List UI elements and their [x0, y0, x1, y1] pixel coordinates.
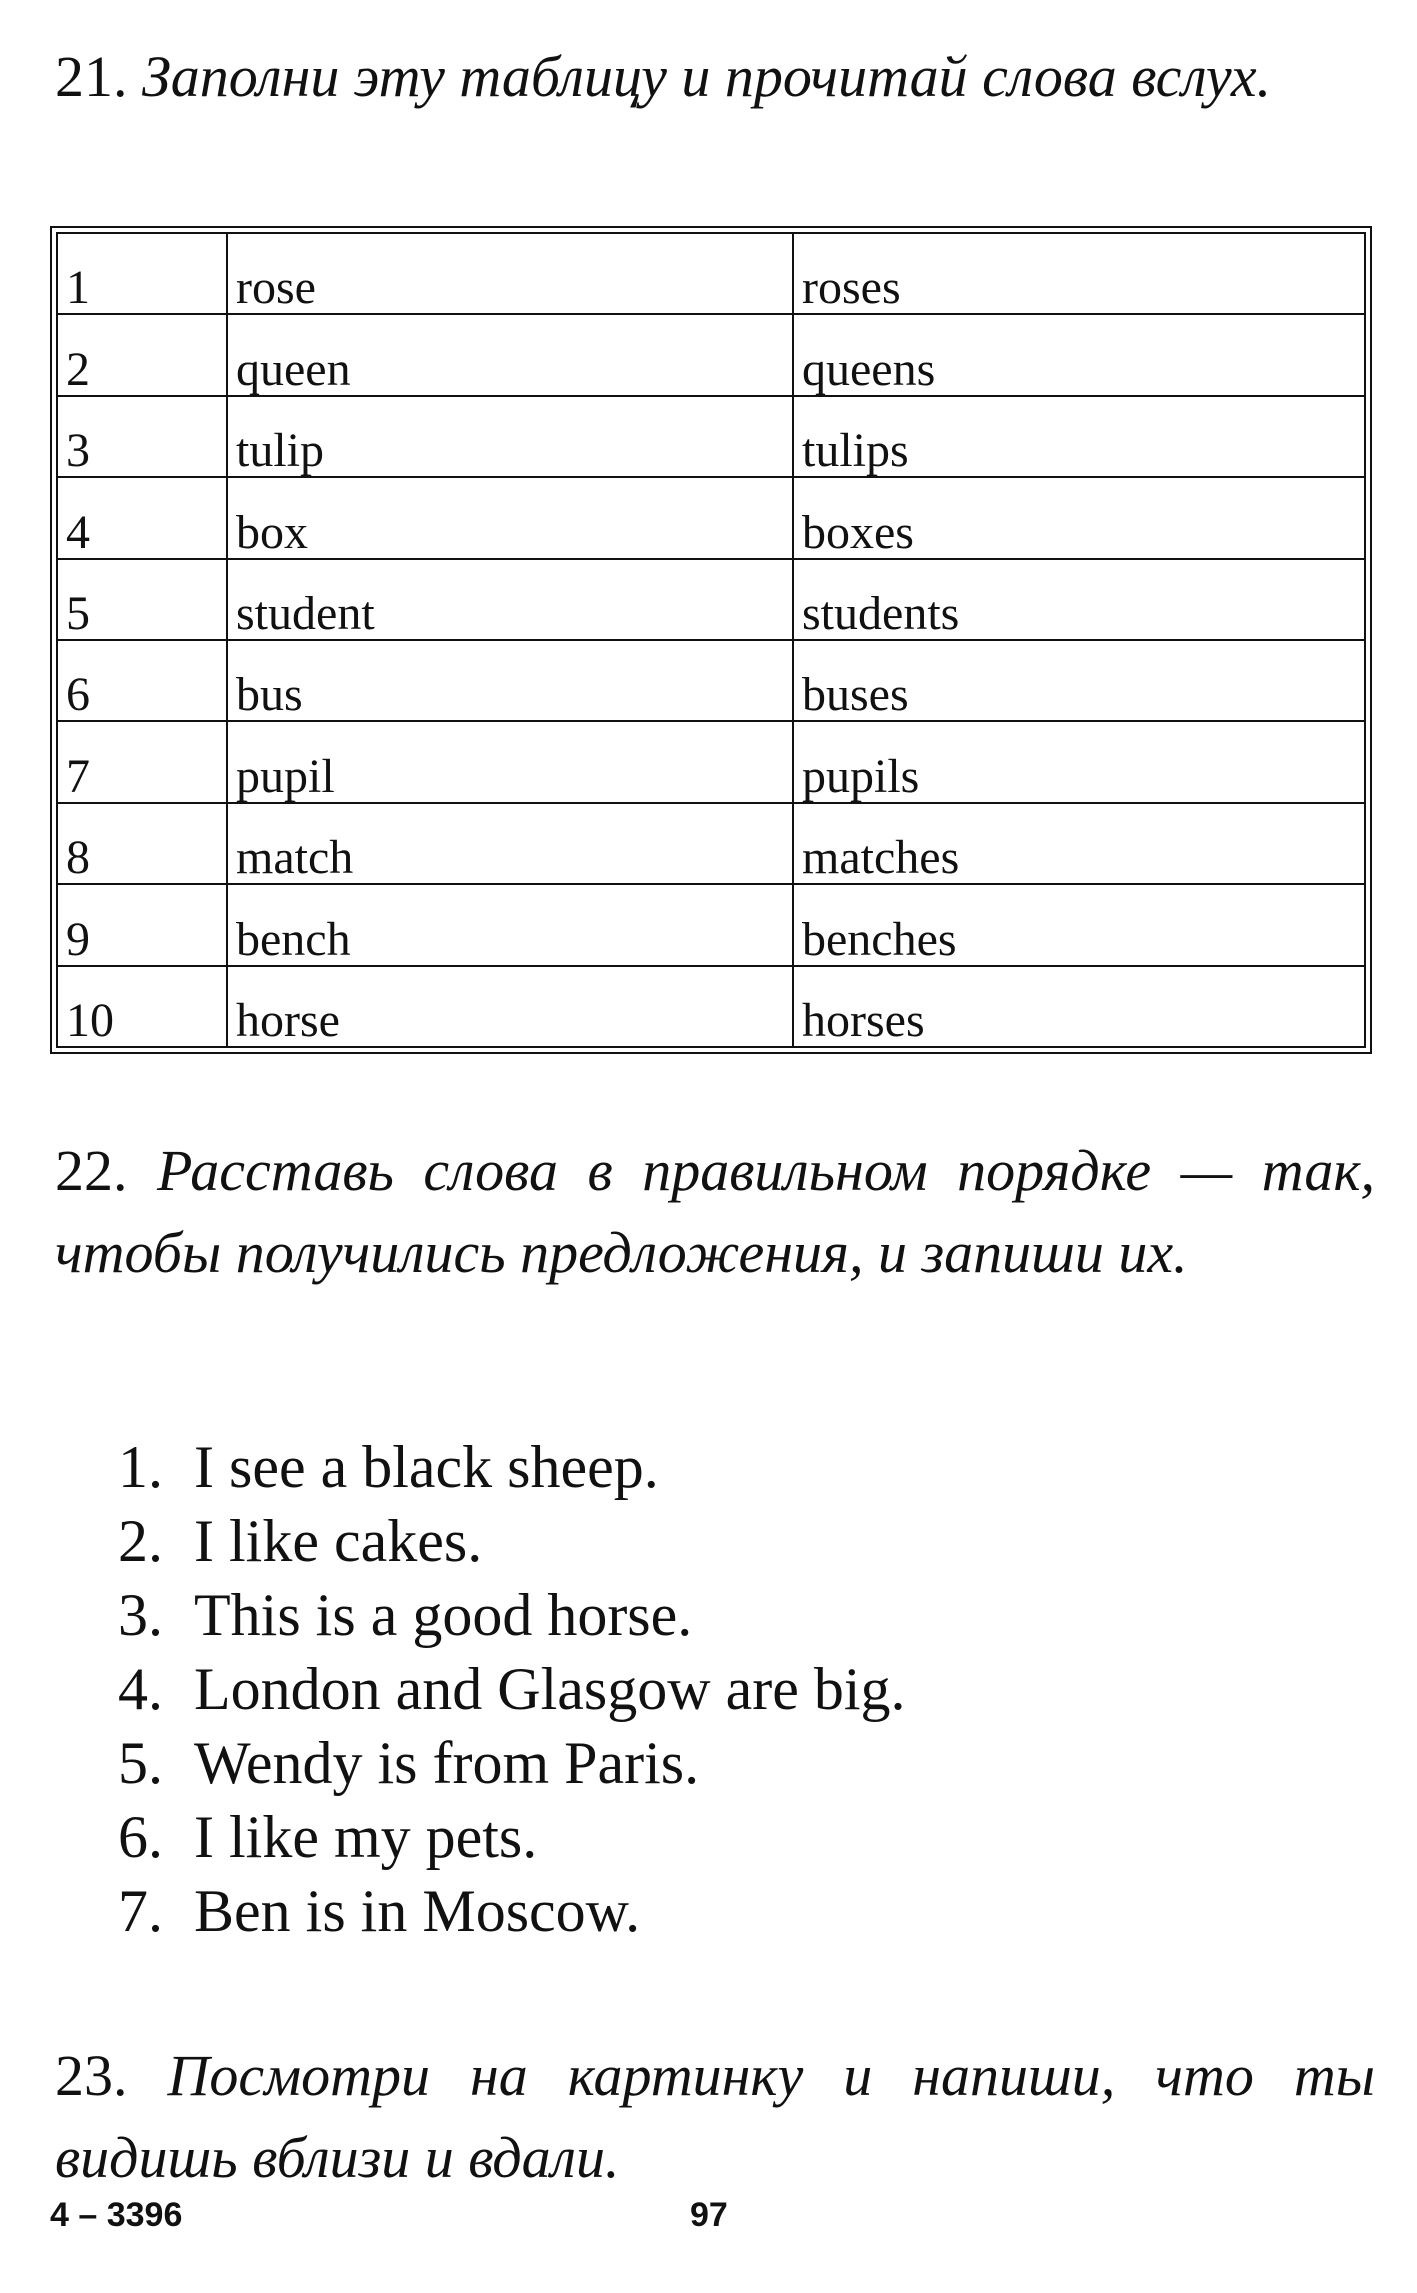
table-row: [57, 314, 1365, 395]
row-number: 9: [57, 884, 227, 965]
row-number: 4: [57, 477, 227, 558]
task-23-heading: [55, 2035, 1375, 2199]
task-21-instruction: Заполни эту таблицу и прочитай слова вслух.: [142, 44, 1272, 109]
singular-word: match: [227, 803, 793, 884]
table-row: [57, 884, 1365, 965]
sentence-text: I like my pets.: [194, 1804, 538, 1870]
sentence-list: [118, 1430, 906, 1948]
table-row: [57, 803, 1365, 884]
plural-word: horses: [793, 966, 1365, 1047]
plural-word: boxes: [793, 477, 1365, 558]
table-row: [57, 721, 1365, 802]
task-21-number: 21.: [55, 44, 128, 109]
sentence-number: 1.: [118, 1434, 163, 1500]
sentence-number: 4.: [118, 1656, 163, 1722]
singular-word: tulip: [227, 396, 793, 477]
plural-word: buses: [793, 640, 1365, 721]
singular-word: box: [227, 477, 793, 558]
sentence-number: 2.: [118, 1508, 163, 1574]
singular-word: pupil: [227, 721, 793, 802]
page-number: 97: [690, 2196, 728, 2234]
plural-word: matches: [793, 803, 1365, 884]
footer-print-code: 4 – 3396: [50, 2196, 183, 2234]
plural-word: roses: [793, 233, 1365, 314]
plural-word: queens: [793, 314, 1365, 395]
table-row: [57, 396, 1365, 477]
row-number: 1: [57, 233, 227, 314]
task-21-heading: [55, 36, 1375, 118]
task-23-instruction: Посмотри на картинку и напиши, что ты видишь вблизи и вдали.: [55, 2043, 1375, 2190]
singular-word: horse: [227, 966, 793, 1047]
sentence-number: 5.: [118, 1730, 163, 1796]
word-table: [56, 232, 1366, 1048]
sentence-number: 6.: [118, 1804, 163, 1870]
table-row: [57, 640, 1365, 721]
singular-word: rose: [227, 233, 793, 314]
word-table-frame: [50, 226, 1372, 1054]
row-number: 7: [57, 721, 227, 802]
sentence-text: This is a good horse.: [194, 1582, 693, 1648]
table-row: [57, 233, 1365, 314]
row-number: 8: [57, 803, 227, 884]
sentence-text: London and Glasgow are big.: [194, 1656, 906, 1722]
row-number: 10: [57, 966, 227, 1047]
row-number: 3: [57, 396, 227, 477]
row-number: 6: [57, 640, 227, 721]
list-item: [118, 1504, 906, 1578]
plural-word: pupils: [793, 721, 1365, 802]
task-22-heading: [55, 1130, 1375, 1294]
plural-word: tulips: [793, 396, 1365, 477]
list-item: [118, 1430, 906, 1504]
sentence-text: Wendy is from Paris.: [194, 1730, 700, 1796]
singular-word: student: [227, 559, 793, 640]
list-item: [118, 1874, 906, 1948]
table-row: [57, 477, 1365, 558]
row-number: 5: [57, 559, 227, 640]
singular-word: queen: [227, 314, 793, 395]
sentence-text: I like cakes.: [194, 1508, 483, 1574]
list-item: [118, 1726, 906, 1800]
task-23-number: 23.: [55, 2043, 128, 2108]
sentence-number: 7.: [118, 1878, 163, 1944]
word-table-body: [57, 233, 1365, 1047]
singular-word: bench: [227, 884, 793, 965]
plural-word: students: [793, 559, 1365, 640]
table-row: [57, 559, 1365, 640]
singular-word: bus: [227, 640, 793, 721]
sentence-text: Ben is in Moscow.: [194, 1878, 641, 1944]
list-item: [118, 1800, 906, 1874]
row-number: 2: [57, 314, 227, 395]
plural-word: benches: [793, 884, 1365, 965]
sentence-number: 3.: [118, 1582, 163, 1648]
list-item: [118, 1652, 906, 1726]
table-row: [57, 966, 1365, 1047]
sentence-text: I see a black sheep.: [194, 1434, 659, 1500]
list-item: [118, 1578, 906, 1652]
task-22-number: 22.: [55, 1138, 128, 1203]
task-22-instruction: Расставь слова в правильном порядке — так, чтобы получились предложения, и запиши их.: [55, 1138, 1375, 1285]
